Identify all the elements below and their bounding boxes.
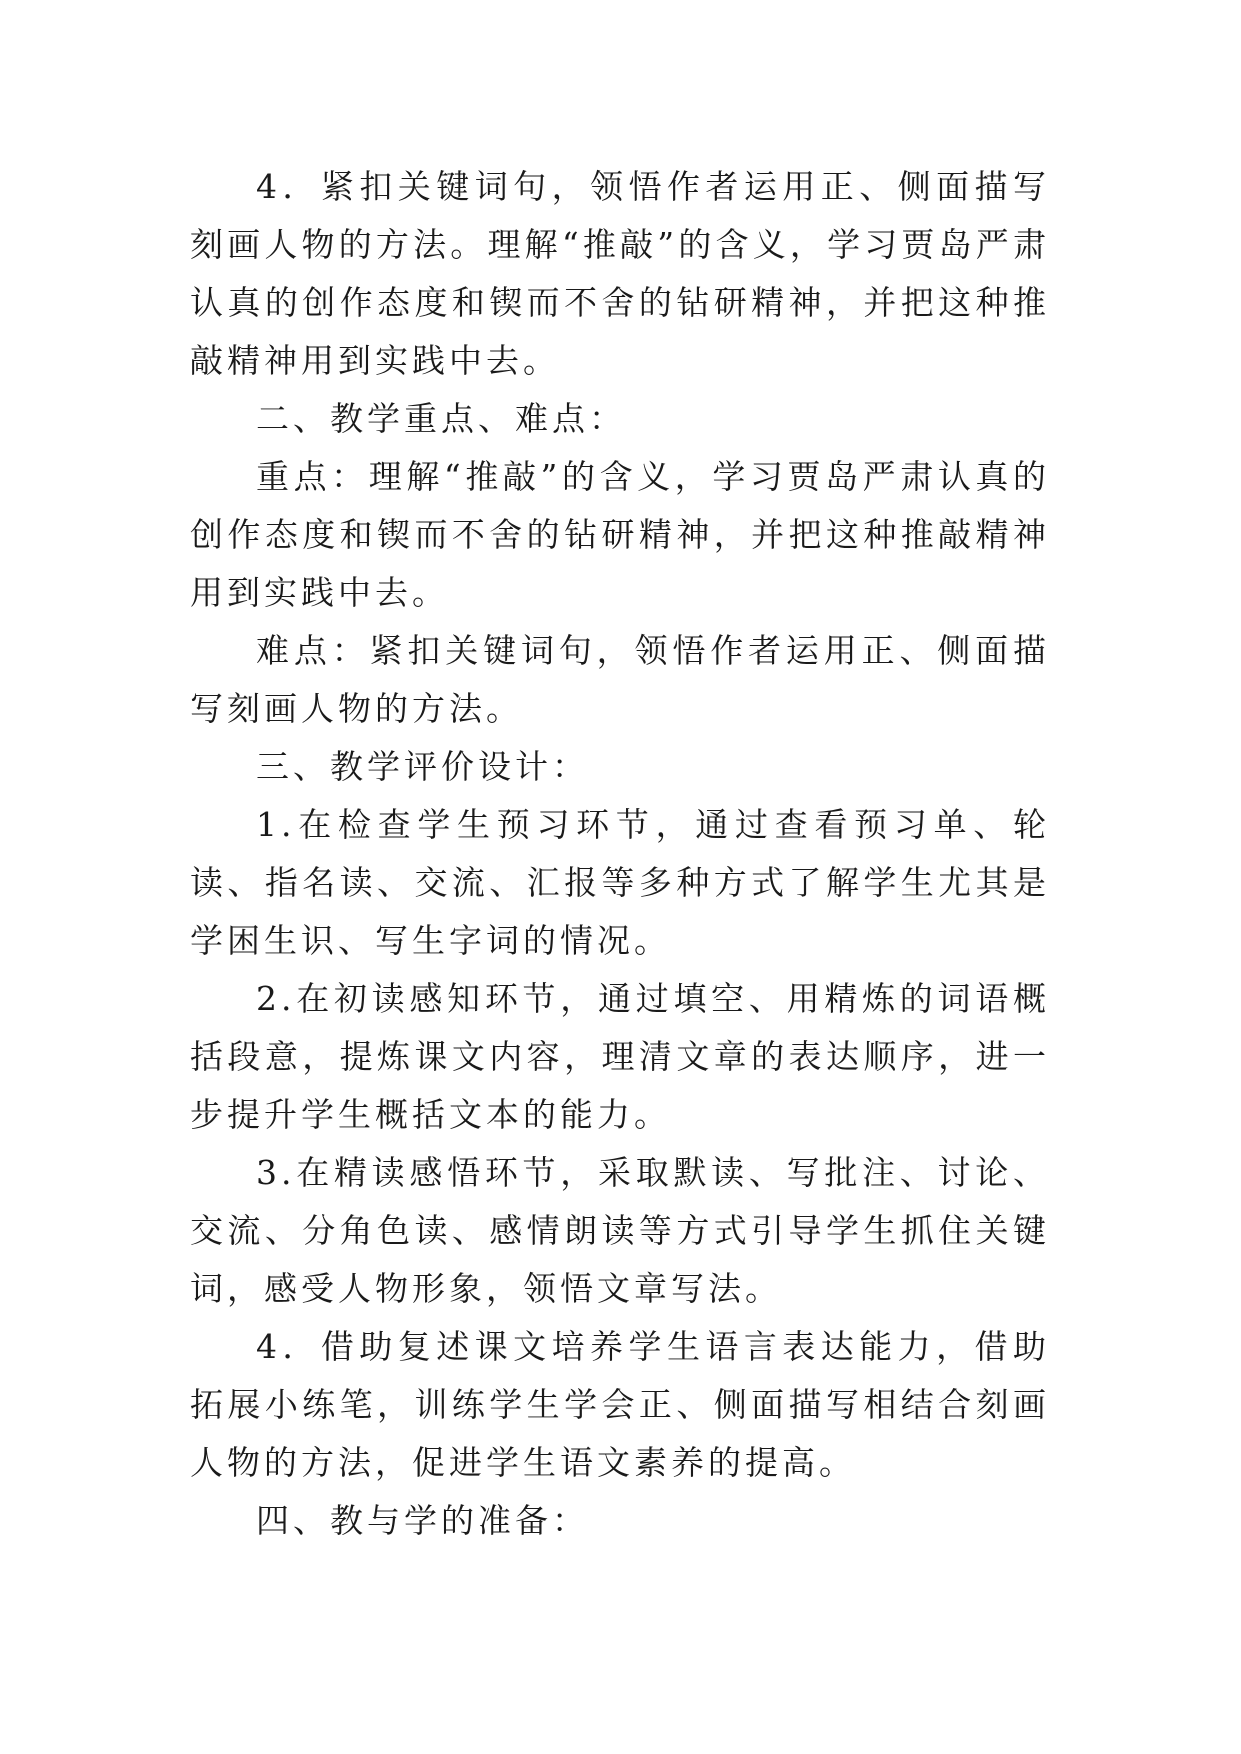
heading-teaching-preparation: 四、教与学的准备： <box>256 1501 589 1540</box>
heading-key-difficult-points: 二、教学重点、难点： <box>256 399 626 438</box>
paragraph-key-point: 重点：理解“推敲”的含义，学习贾岛严肃认真的创作态度和锲而不舍的钻研精神，并把这种推敲精神用到实践中去。 <box>190 457 1050 612</box>
paragraph-evaluation-3: 3.在精读感悟环节，采取默读、写批注、讨论、交流、分角色读、感情朗读等方式引导学生抓住关键词，感受人物形象，领悟文章写法。 <box>190 1153 1050 1308</box>
paragraph-objective-4: 4．紧扣关键词句，领悟作者运用正、侧面描写刻画人物的方法。理解“推敲”的含义，学习贾岛严肃认真的创作态度和锲而不舍的钻研精神，并把这种推敲精神用到实践中去。 <box>190 167 1050 380</box>
paragraph-evaluation-1: 1.在检查学生预习环节，通过查看预习单、轮读、指名读、交流、汇报等多种方式了解学生尤其是学困生识、写生字词的情况。 <box>190 805 1050 960</box>
paragraph-evaluation-4: 4．借助复述课文培养学生语言表达能力，借助拓展小练笔，训练学生学会正、侧面描写相结合刻画人物的方法，促进学生语文素养的提高。 <box>190 1327 1050 1482</box>
heading-evaluation-design: 三、教学评价设计： <box>256 747 589 786</box>
paragraph-difficult-point: 难点：紧扣关键词句，领悟作者运用正、侧面描写刻画人物的方法。 <box>190 631 1050 728</box>
paragraph-evaluation-2: 2.在初读感知环节，通过填空、用精炼的词语概括段意，提炼课文内容，理清文章的表达顺序，进一步提升学生概括文本的能力。 <box>190 979 1050 1134</box>
document-body <box>190 158 1050 1550</box>
